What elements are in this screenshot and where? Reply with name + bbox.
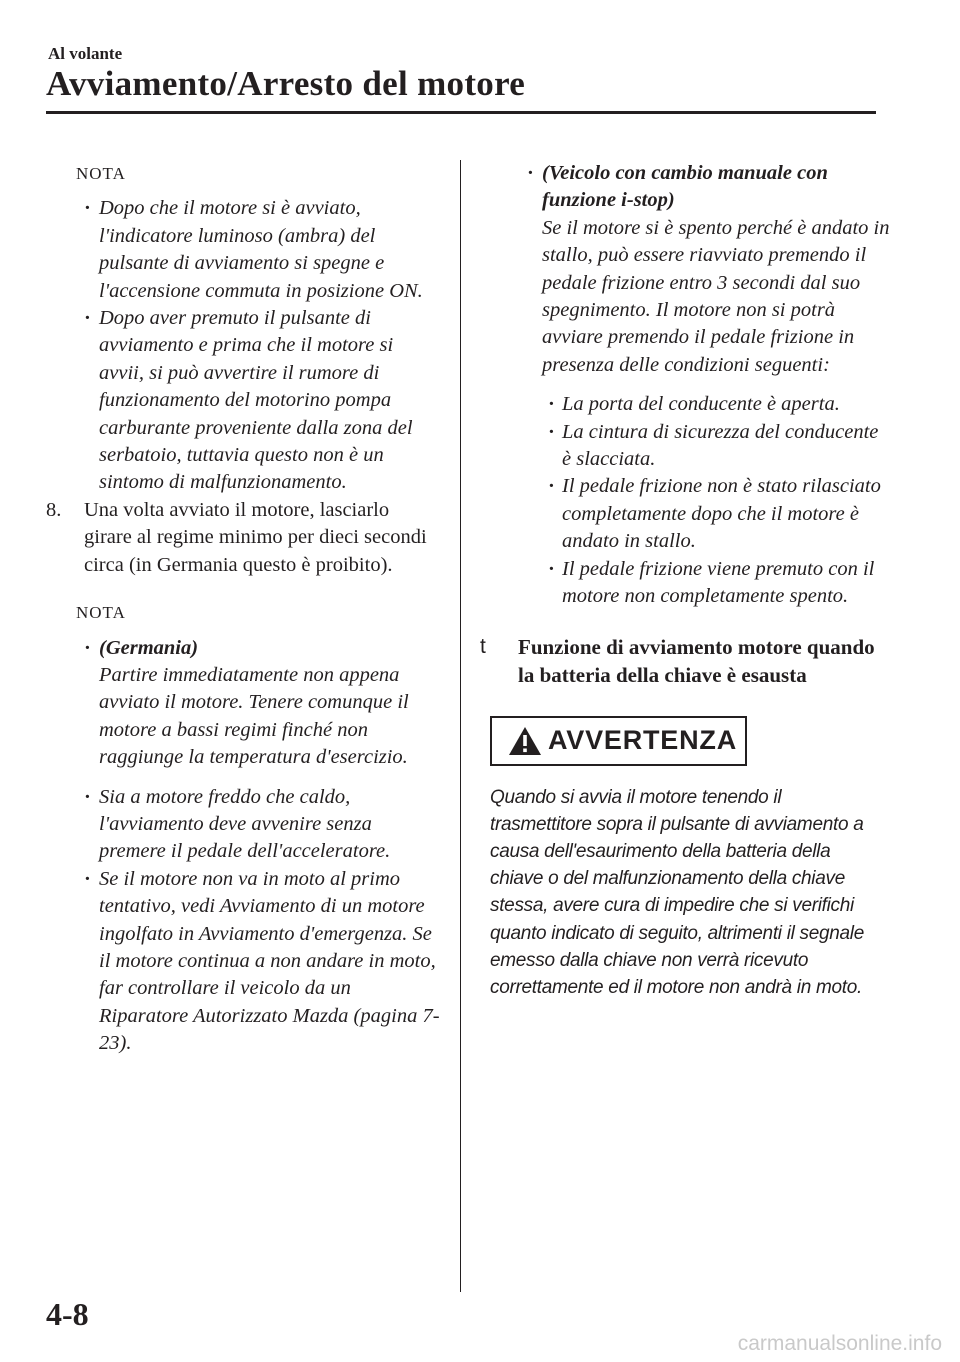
condition-item: · Il pedale frizione viene premuto con il motore non completamente spento. [480, 556, 890, 611]
warning-icon [508, 726, 542, 756]
nota-bullet: · Se il motore non va in moto al primo tentativo, vedi Avviamento di un motore ingolfato in Avviamento d'emergenza. Se il motore continua a non andare in moto, far controllare il veicolo da un Riparatore Autorizzato Mazda (pagina 7-23). [46, 866, 441, 1058]
nota-bullet [46, 635, 441, 772]
nota-bullet: · Dopo che il motore si è avviato, l'indicatore luminoso (ambra) del pulsante di avviamento si spegne e l'accensione commuta in posizione ON. [46, 195, 441, 305]
left-column [46, 160, 441, 1058]
step-8 [46, 497, 441, 579]
warning-box [490, 716, 747, 766]
bullet-text: Partire immediatamente non appena avviato il motore. Tenere comunque il motore a bassi regimi finché non raggiunge la temperatura d'esercizio. [99, 663, 409, 769]
condition-item: · Il pedale frizione non è stato rilasciato completamente dopo che il motore è andato in stallo. [480, 473, 890, 555]
subheading-marker: t [480, 634, 486, 658]
bullet-title: · (Germania) [99, 636, 199, 659]
step-number: 8. [46, 498, 62, 521]
nota-label: NOTA [76, 164, 126, 183]
page-title: Avviamento/Arresto del motore [46, 64, 526, 103]
nota-label: NOTA [76, 603, 126, 623]
subheading [480, 633, 890, 689]
section-label: Al volante [48, 44, 123, 63]
nota-bullet [480, 160, 890, 379]
right-column [480, 160, 890, 1001]
warning-label: AVVERTENZA [548, 724, 738, 755]
watermark: carmanualsonline.info [737, 1332, 942, 1355]
bullet-text: Se il motore si è spento perché è andato in stallo, può essere riavviato premendo il pedale frizione entro 3 secondi dal suo spegnimento. Il motore non si potrà avviare premendo il pedale frizione in presenza delle condizioni seguenti: [542, 216, 890, 376]
condition-item: · La cintura di sicurezza del conducente è slacciata. [480, 419, 890, 474]
title-rule [46, 111, 876, 114]
column-divider [460, 160, 461, 1292]
nota-bullet: · Sia a motore freddo che caldo, l'avviamento deve avvenire senza premere il pedale dell'acceleratore. [46, 784, 441, 866]
bullet-title: · (Veicolo con cambio manuale con funzione i-stop) [542, 162, 828, 212]
warning-text: Quando si avvia il motore tenendo il trasmettitore sopra il pulsante di avviamento a causa dell'esaurimento della batteria della chiave o del malfunzionamento della chiave stessa, avere cura di impedire che si verifichi quanto indicato di seguito, altrimenti il segnale emesso dalla chiave non verrà ricevuto correttamente ed il motore non andrà in moto. [490, 786, 864, 998]
condition-item: · La porta del conducente è aperta. [480, 391, 890, 418]
step-text: Una volta avviato il motore, lasciarlo girare al regime minimo per dieci secondi circa (in Germania questo è proibito). [84, 498, 427, 576]
nota-bullet: · Dopo aver premuto il pulsante di avviamento e prima che il motore si avvii, si può avvertire il rumore di funzionamento del motorino pompa carburante proveniente dalla zona del serbatoio, tuttavia questo non è un sintomo di malfunzionamento. [46, 305, 441, 497]
condition-list [480, 391, 890, 610]
page-number: 4-8 [46, 1296, 89, 1332]
subheading-text: Funzione di avviamento motore quando la batteria della chiave è esausta [518, 634, 875, 687]
